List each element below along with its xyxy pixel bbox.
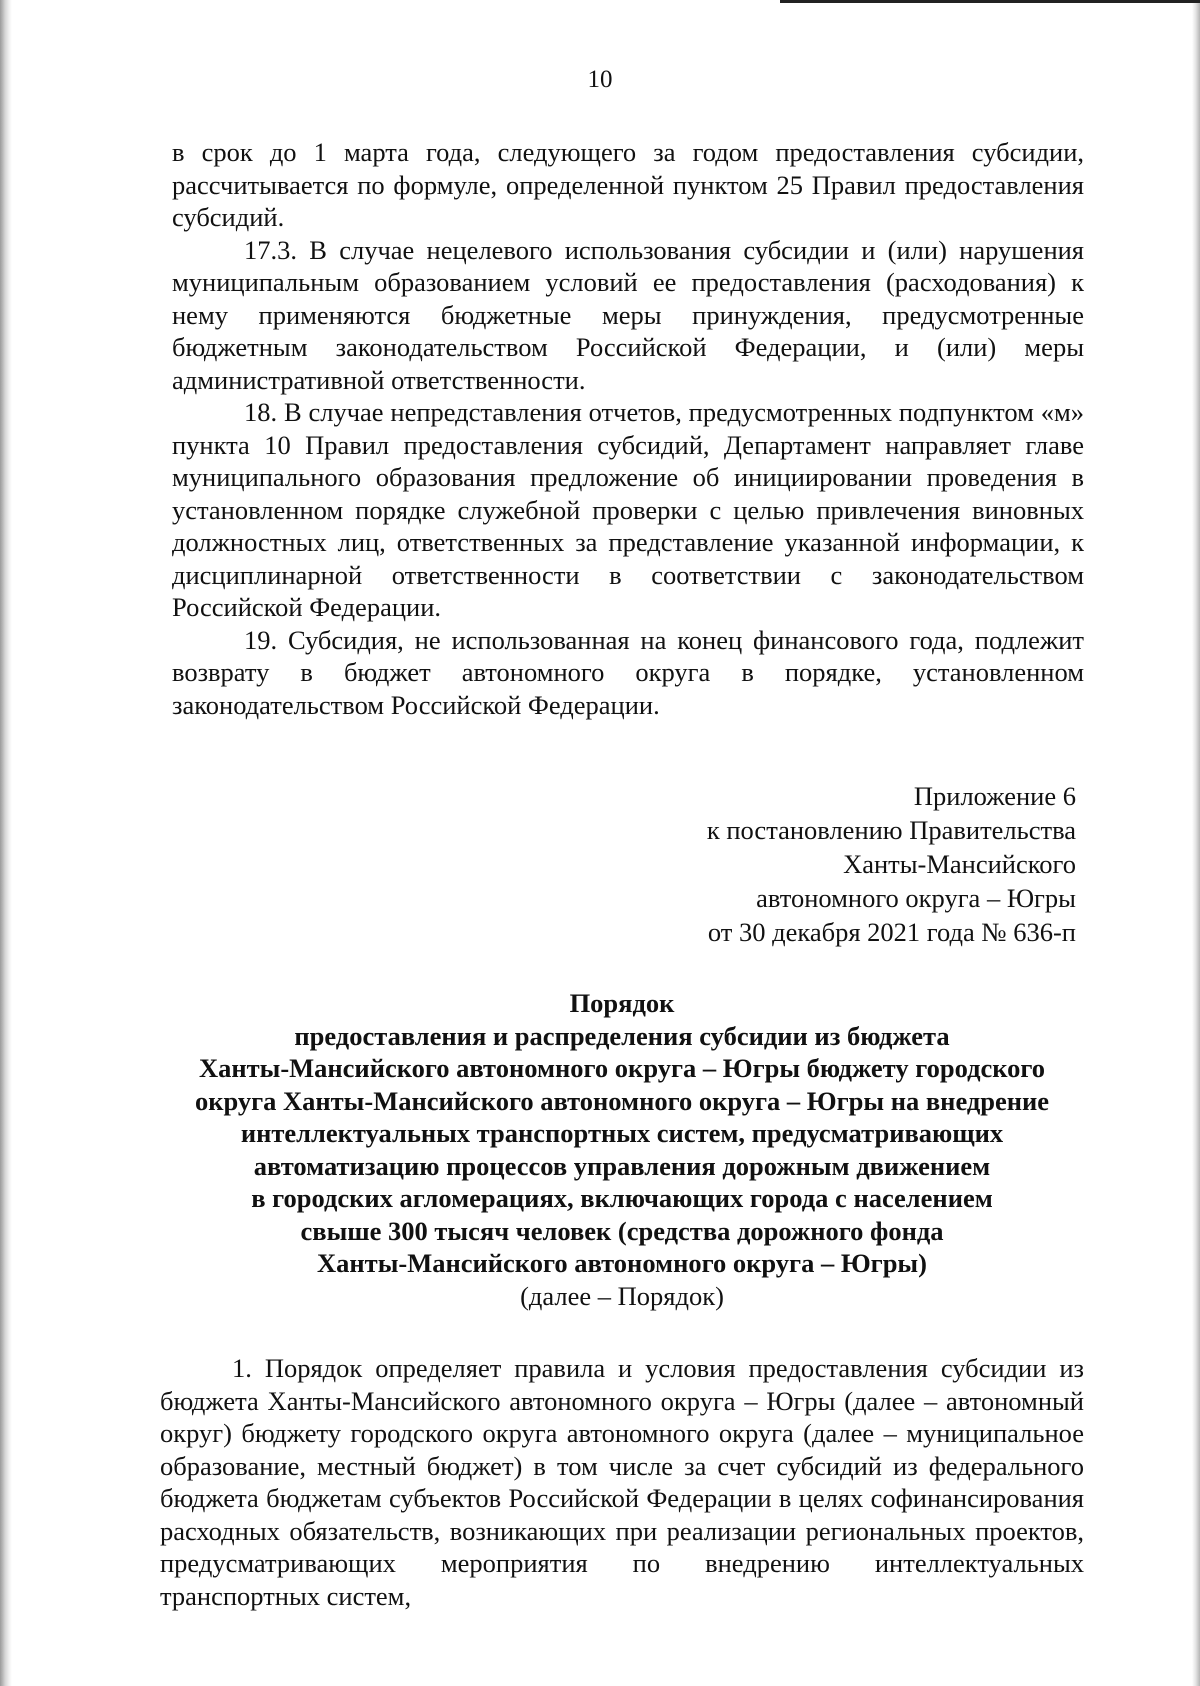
scan-edge-left bbox=[0, 0, 12, 1686]
title-line-5: автоматизацию процессов управления дорожным движением bbox=[253, 1150, 991, 1181]
page-number: 10 bbox=[587, 66, 613, 93]
appendix-line-5: от 30 декабря 2021 года № 636-п bbox=[707, 917, 1076, 947]
appendix-line-3: Ханты-Мансийского bbox=[843, 849, 1076, 879]
appendix-line-1: Приложение 6 bbox=[913, 781, 1076, 811]
title-line-6: в городских агломерациях, включающих города с населением bbox=[251, 1183, 993, 1213]
paragraph-18: 18. В случае непредставления отчетов, предусмотренных подпунктом «м» пункта 10 Правил предоставления субсидий, Департамент направляет главе муниципального образования предложение об инициировании проведения в установленном порядке служебной проверки с целью привлечения виновных должностных лиц, ответственных за представление указанной информации, к дисциплинарной ответственности в соответствии с законодательством Российской Федерации. bbox=[172, 397, 1084, 622]
paragraph-1: 1. Порядок определяет правила и условия предоставления субсидии из бюджета Ханты-Мансийского автономного округа – Югры (далее – автономный округ) бюджету городского округа автономного округа (далее – муниципальное образование, местный бюджет) в том числе за счет субсидий из федерального бюджета бюджетам субъектов Российской Федерации в целях софинансирования расходных обязательств, возникающих при реализации региональных проектов, предусматривающих мероприятия по внедрению интеллектуальных транспортных систем, bbox=[160, 1353, 1084, 1611]
appendix-line-2: к постановлению Правительства bbox=[706, 815, 1076, 845]
section-1 bbox=[160, 1352, 1084, 1612]
title-line-8: Ханты-Мансийского автономного округа – Югры) bbox=[317, 1248, 927, 1278]
paragraph-17-3: 17.3. В случае нецелевого использования субсидии и (или) нарушения муниципальным образованием условий ее предоставления (расходования) к нему применяются бюджетные меры принуждения, предусмотренные бюджетным законодательством Российской Федерации, и (или) меры административной ответственности. bbox=[172, 234, 1084, 395]
document-title-block bbox=[160, 987, 1084, 1312]
continuation-paragraph: в срок до 1 марта года, следующего за годом предоставления субсидии, рассчитывается по формуле, определенной пунктом 25 Правил предоставления субсидий. bbox=[172, 137, 1084, 232]
appendix-line-4: автономного округа – Югры bbox=[756, 883, 1076, 913]
scan-edge-top bbox=[780, 0, 1200, 3]
title-line-2: Ханты-Мансийского автономного округа – Югры бюджету городского bbox=[198, 1053, 1046, 1083]
paragraph-19: 19. Субсидия, не использованная на конец финансового года, подлежит возврату в бюджет автономного округа в порядке, установленном законодательством Российской Федерации. bbox=[172, 624, 1084, 720]
title-line-7: свыше 300 тысяч человек (средства дорожного фонда bbox=[300, 1215, 944, 1246]
title-line-4: интеллектуальных транспортных систем, предусматривающих bbox=[240, 1118, 1004, 1148]
title-line-1: предоставления и распределения субсидии из бюджета bbox=[294, 1020, 950, 1051]
document-heading: Порядок bbox=[569, 988, 675, 1018]
appendix-reference bbox=[172, 779, 1084, 949]
scan-edge-right bbox=[1192, 0, 1200, 1686]
title-line-3: округа Ханты-Мансийского автономного округа – Югры на внедрение bbox=[194, 1085, 1050, 1116]
title-note: (далее – Порядок) bbox=[520, 1280, 724, 1311]
document-body bbox=[160, 136, 1084, 1612]
